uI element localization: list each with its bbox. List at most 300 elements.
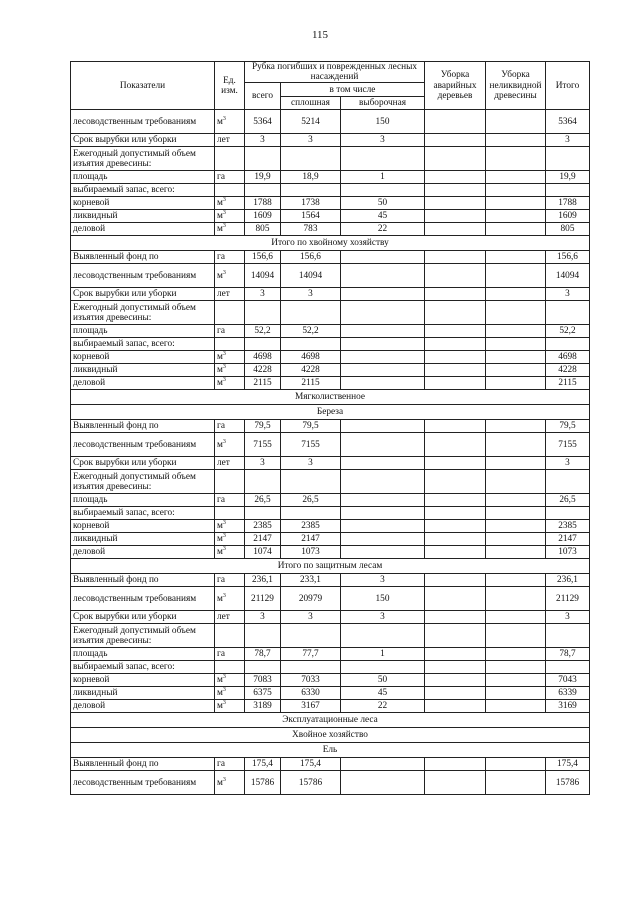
table-row [71,110,590,134]
row-unit [215,700,245,713]
row-unit [215,184,245,197]
unit-text: га [217,495,225,506]
value-cell: 4228 [281,364,341,377]
value-cell [486,507,546,520]
value-cell: 1564 [281,210,341,223]
value-cell: 50 [341,197,425,210]
value-cell: 77,7 [281,648,341,661]
value-cell: 2147 [546,533,590,546]
unit-text: м [217,198,223,209]
table-row [71,210,590,223]
value-cell: 15786 [546,771,590,795]
row-label: ликвидный [71,687,215,700]
row-label: лесоводственным требованиям [71,771,215,795]
value-cell [425,574,486,587]
value-cell: 79,5 [546,420,590,433]
unit-superscript: 3 [222,686,226,693]
value-cell [486,457,546,470]
table-row [71,420,590,433]
value-cell: 4228 [245,364,281,377]
row-unit [215,420,245,433]
unit-text: га [217,326,225,337]
value-cell: 52,2 [281,325,341,338]
value-cell [425,457,486,470]
value-cell: 7033 [281,674,341,687]
value-cell [486,377,546,390]
value-cell [341,470,425,494]
value-cell [245,147,281,171]
row-unit [215,433,245,457]
value-cell: 6375 [245,687,281,700]
value-cell [546,338,590,351]
value-cell: 7155 [245,433,281,457]
value-cell [281,661,341,674]
table-row [71,758,590,771]
value-cell: 805 [245,223,281,236]
value-cell: 3 [546,611,590,624]
value-cell [546,507,590,520]
header-felling: Рубка погибших и поврежденных лесных насаждений [245,62,425,83]
value-cell [341,494,425,507]
value-cell [245,301,281,325]
header-illiquid: Уборка неликвидной древесины [486,62,546,110]
row-label: корневой [71,520,215,533]
value-cell [486,264,546,288]
table-row [71,674,590,687]
section-title: Ель [71,743,590,758]
value-cell: 3167 [281,700,341,713]
value-cell: 1 [341,171,425,184]
header-unit: Ед. изм. [215,62,245,110]
value-cell: 15786 [281,771,341,795]
value-cell [425,533,486,546]
unit-superscript: 3 [222,592,226,599]
header-emergency: Уборка аварийных деревьев [425,62,486,110]
value-cell: 3 [281,457,341,470]
row-unit [215,301,245,325]
section-row [71,405,590,420]
unit-superscript: 3 [222,699,226,706]
header-indicators: Показатели [71,62,215,110]
value-cell [341,758,425,771]
value-cell: 156,6 [245,251,281,264]
value-cell: 3 [281,611,341,624]
table-row [71,338,590,351]
row-unit [215,171,245,184]
table-row [71,587,590,611]
value-cell [486,587,546,611]
value-cell [486,687,546,700]
value-cell [486,184,546,197]
header-total: Итого [546,62,590,110]
unit-text: м [217,378,223,389]
value-cell [341,520,425,533]
value-cell: 2147 [281,533,341,546]
value-cell: 26,5 [281,494,341,507]
value-cell: 3 [245,134,281,147]
value-cell: 3 [546,288,590,301]
value-cell [341,147,425,171]
value-cell [486,533,546,546]
row-label: Ежегодный допустимый объем изъятия древесины: [71,147,215,171]
unit-text: га [217,172,225,183]
row-unit [215,648,245,661]
value-cell: 79,5 [281,420,341,433]
value-cell [281,147,341,171]
row-unit [215,687,245,700]
table-row [71,301,590,325]
table-row [71,470,590,494]
table-row [71,661,590,674]
row-label: площадь [71,171,215,184]
table-row [71,611,590,624]
value-cell [425,301,486,325]
unit-text: м [217,521,223,532]
unit-superscript: 3 [222,776,226,783]
value-cell: 805 [546,223,590,236]
unit-text: м [217,224,223,235]
value-cell [425,520,486,533]
value-cell [486,288,546,301]
table-row [71,700,590,713]
value-cell: 19,9 [546,171,590,184]
value-cell: 5364 [546,110,590,134]
value-cell [341,661,425,674]
value-cell [486,661,546,674]
value-cell: 3 [341,134,425,147]
value-cell [425,171,486,184]
value-cell: 2115 [546,377,590,390]
value-cell: 6339 [546,687,590,700]
value-cell [486,210,546,223]
value-cell: 26,5 [245,494,281,507]
value-cell: 2115 [281,377,341,390]
value-cell [425,507,486,520]
row-label: лесоводственным требованиям [71,587,215,611]
value-cell [486,648,546,661]
value-cell: 1609 [245,210,281,223]
header-clear: сплошная [281,97,341,110]
row-label: выбираемый запас, всего: [71,184,215,197]
value-cell: 1609 [546,210,590,223]
value-cell [486,171,546,184]
value-cell [425,771,486,795]
value-cell [281,184,341,197]
unit-text: м [217,352,223,363]
row-unit [215,364,245,377]
value-cell [425,546,486,559]
value-cell: 236,1 [546,574,590,587]
row-unit [215,470,245,494]
value-cell [341,546,425,559]
section-row [71,713,590,728]
forestry-table [70,61,590,795]
value-cell [546,147,590,171]
value-cell: 15786 [245,771,281,795]
row-label: площадь [71,648,215,661]
unit-text: лет [217,458,230,469]
value-cell [341,301,425,325]
value-cell [425,325,486,338]
value-cell: 14094 [546,264,590,288]
value-cell [486,420,546,433]
section-row [71,728,590,743]
value-cell [281,301,341,325]
header-selective: выборочная [341,97,425,110]
value-cell [341,288,425,301]
value-cell [341,264,425,288]
row-label: Срок вырубки или уборки [71,288,215,301]
unit-text: лет [217,612,230,623]
value-cell [425,184,486,197]
value-cell [546,624,590,648]
row-unit [215,624,245,648]
value-cell: 21129 [245,587,281,611]
value-cell [486,700,546,713]
unit-superscript: 3 [222,376,226,383]
value-cell: 45 [341,687,425,700]
value-cell [245,338,281,351]
page-number: 115 [311,29,329,41]
value-cell [281,624,341,648]
row-unit [215,223,245,236]
value-cell: 150 [341,587,425,611]
table-row [71,288,590,301]
unit-text: м [217,534,223,545]
unit-text: га [217,575,225,586]
value-cell: 156,6 [281,251,341,264]
value-cell [486,758,546,771]
value-cell [425,433,486,457]
unit-text: га [217,649,225,660]
row-label: деловой [71,700,215,713]
value-cell: 26,5 [546,494,590,507]
unit-text: лет [217,135,230,146]
row-label: Ежегодный допустимый объем изъятия древесины: [71,470,215,494]
value-cell [245,184,281,197]
value-cell [281,507,341,520]
value-cell: 1788 [245,197,281,210]
value-cell [546,661,590,674]
value-cell: 4698 [245,351,281,364]
row-unit [215,110,245,134]
value-cell [425,648,486,661]
value-cell [486,223,546,236]
value-cell: 5214 [281,110,341,134]
value-cell: 19,9 [245,171,281,184]
value-cell: 1073 [281,546,341,559]
table-row [71,533,590,546]
value-cell [486,546,546,559]
value-cell: 1788 [546,197,590,210]
row-unit [215,611,245,624]
unit-superscript: 3 [222,363,226,370]
section-title: Мягколиственное [71,390,590,405]
value-cell [486,110,546,134]
value-cell [341,325,425,338]
value-cell: 5364 [245,110,281,134]
row-label: Срок вырубки или уборки [71,611,215,624]
row-unit [215,771,245,795]
value-cell [486,134,546,147]
value-cell: 4228 [546,364,590,377]
value-cell [281,470,341,494]
table-row [71,147,590,171]
row-unit [215,587,245,611]
value-cell [341,184,425,197]
value-cell [425,110,486,134]
value-cell: 3 [546,457,590,470]
unit-superscript: 3 [222,209,226,216]
table-row [71,687,590,700]
row-label: ликвидный [71,210,215,223]
unit-superscript: 3 [222,269,226,276]
value-cell: 22 [341,223,425,236]
row-label: Выявленный фонд по [71,758,215,771]
value-cell [425,223,486,236]
section-title: Итого по хвойному хозяйству [71,236,590,251]
value-cell: 3 [245,288,281,301]
value-cell [486,433,546,457]
value-cell [486,351,546,364]
row-unit [215,507,245,520]
row-label: площадь [71,494,215,507]
row-label: Выявленный фонд по [71,574,215,587]
value-cell [245,661,281,674]
table-row [71,624,590,648]
unit-text: м [217,439,223,450]
value-cell: 150 [341,110,425,134]
row-label: корневой [71,674,215,687]
value-cell [425,264,486,288]
row-label: ликвидный [71,364,215,377]
value-cell [425,134,486,147]
value-cell: 18,9 [281,171,341,184]
row-label: деловой [71,377,215,390]
row-label: Срок вырубки или уборки [71,457,215,470]
value-cell [341,420,425,433]
table-row [71,264,590,288]
value-cell: 175,4 [245,758,281,771]
unit-text: м [217,270,223,281]
row-label: корневой [71,197,215,210]
value-cell [486,364,546,377]
value-cell [425,338,486,351]
row-unit [215,533,245,546]
value-cell: 1 [341,648,425,661]
value-cell: 21129 [546,587,590,611]
row-unit [215,147,245,171]
row-label: площадь [71,325,215,338]
value-cell: 4698 [281,351,341,364]
value-cell [486,301,546,325]
value-cell: 14094 [281,264,341,288]
value-cell [341,533,425,546]
value-cell: 7155 [281,433,341,457]
row-unit [215,674,245,687]
value-cell [486,197,546,210]
value-cell: 3 [341,611,425,624]
row-unit [215,758,245,771]
section-row [71,390,590,405]
value-cell [546,301,590,325]
value-cell [425,624,486,648]
row-unit [215,197,245,210]
unit-superscript: 3 [222,222,226,229]
row-unit [215,494,245,507]
unit-superscript: 3 [222,438,226,445]
unit-text: м [217,365,223,376]
value-cell: 783 [281,223,341,236]
value-cell [341,377,425,390]
value-cell: 3169 [546,700,590,713]
header-total-felling: всего [245,83,281,110]
row-label: выбираемый запас, всего: [71,661,215,674]
value-cell [341,771,425,795]
value-cell: 1073 [546,546,590,559]
unit-text: га [217,421,225,432]
value-cell [425,197,486,210]
value-cell [245,470,281,494]
value-cell: 2385 [546,520,590,533]
value-cell [486,674,546,687]
value-cell: 3 [245,611,281,624]
value-cell: 236,1 [245,574,281,587]
value-cell [486,325,546,338]
unit-text: м [217,593,223,604]
value-cell [486,520,546,533]
value-cell [341,624,425,648]
unit-superscript: 3 [222,545,226,552]
value-cell: 3 [546,134,590,147]
value-cell [341,433,425,457]
row-label: корневой [71,351,215,364]
table-row [71,457,590,470]
value-cell [425,147,486,171]
row-label: Ежегодный допустимый объем изъятия древесины: [71,301,215,325]
row-label: деловой [71,223,215,236]
table-row [71,494,590,507]
unit-text: м [217,777,223,788]
value-cell [486,338,546,351]
row-label: Ежегодный допустимый объем изъятия древесины: [71,624,215,648]
row-unit [215,351,245,364]
section-row [71,559,590,574]
table-row [71,771,590,795]
value-cell [486,771,546,795]
value-cell: 7083 [245,674,281,687]
value-cell: 4698 [546,351,590,364]
value-cell [425,210,486,223]
section-title: Береза [71,405,590,420]
row-label: Срок вырубки или уборки [71,134,215,147]
value-cell [341,457,425,470]
row-unit [215,264,245,288]
value-cell [425,494,486,507]
value-cell [425,611,486,624]
unit-text: га [217,252,225,263]
value-cell [425,758,486,771]
value-cell [281,338,341,351]
value-cell [341,364,425,377]
header-including: в том числе [281,83,425,97]
value-cell: 2385 [245,520,281,533]
table-row [71,546,590,559]
value-cell: 175,4 [281,758,341,771]
unit-superscript: 3 [222,673,226,680]
value-cell: 7043 [546,674,590,687]
row-label: Выявленный фонд по [71,251,215,264]
